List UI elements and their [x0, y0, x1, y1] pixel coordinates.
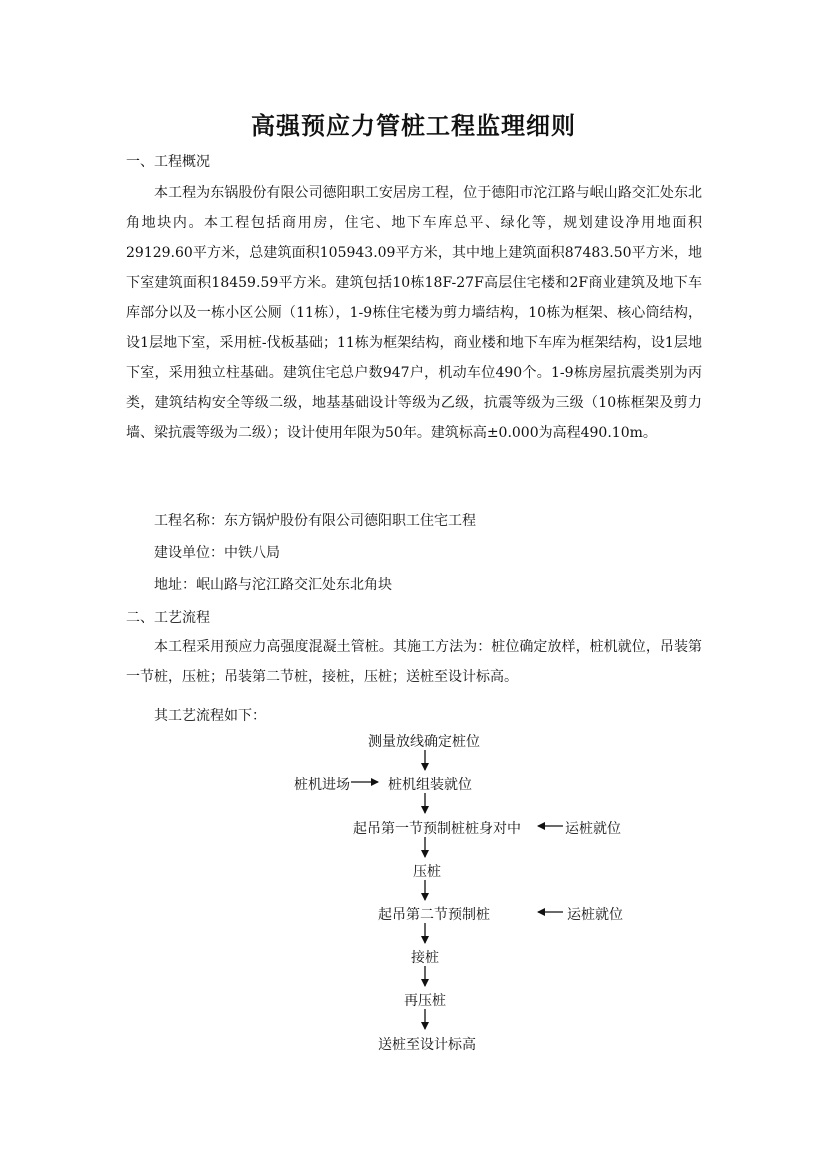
- flow-side-machine-entry: 桩机进场: [294, 777, 350, 793]
- document-title: 高强预应力管桩工程监理细则: [251, 111, 576, 140]
- builder-line: 建设单位：中铁八局: [154, 545, 280, 561]
- flow-step-survey: 测量放线确定桩位: [368, 734, 480, 750]
- overview-paragraph: 本工程为东锅股份有限公司德阳职工安居房工程，位于德阳市沱江路与岷山路交汇处东北角地块内。本工程包括商用房，住宅、地下车库总平、绿化等，规划建设净用地面积29129.60平方米，总建筑面积105943.09平方米，其中地上建筑面积87483.50平方米，地下室建筑面积18459.59平方米。建筑包括10栋18F-27F高层住宅楼和2F商业建筑及地下车库部分以及一栋小区公厕（11栋），1-9栋住宅楼为剪力墙结构，10栋为框架、核心筒结构，设1层地下室，采用桩-伐板基础；11栋为框架结构，商业楼和地下车库为框架结构，设1层地下室，采用独立柱基础。建筑住宅总户数947户，机动车位490个。1-9栋房屋抗震类别为丙类，建筑结构安全等级二级，地基基础设计等级为乙级，抗震等级为三级（10栋框架及剪力墙、梁抗震等级为二级）；设计使用年限为50年。建筑标高±0.000为高程490.10m。: [126, 185, 702, 441]
- project-name-line: 工程名称：东方锅炉股份有限公司德阳职工住宅工程: [154, 513, 476, 529]
- section-heading-overview: 一、工程概况: [126, 154, 210, 170]
- flow-side-transport-2: 运桩就位: [567, 907, 623, 923]
- address-line: 地址：岷山路与沱江路交汇处东北角块: [154, 577, 392, 593]
- flow-side-transport-1: 运桩就位: [565, 821, 621, 837]
- flow-step-lift-first: 起吊第一节预制桩桩身对中: [353, 821, 521, 837]
- flow-step-repress: 再压桩: [404, 993, 446, 1009]
- flow-step-lift-second: 起吊第二节预制桩: [378, 907, 490, 923]
- flow-step-assemble: 桩机组装就位: [388, 777, 472, 793]
- process-paragraph: 本工程采用预应力高强度混凝土管桩。其施工方法为：桩位确定放样，桩机就位，吊装第一节桩，压桩；吊装第二节桩，接桩，压桩；送桩至设计标高。: [126, 639, 702, 685]
- flow-step-press: 压桩: [413, 864, 441, 880]
- flow-step-join: 接桩: [411, 950, 439, 966]
- flow-step-final: 送桩至设计标高: [378, 1037, 476, 1053]
- flow-intro: 其工艺流程如下：: [154, 708, 266, 724]
- section-heading-process: 二、工艺流程: [126, 610, 210, 626]
